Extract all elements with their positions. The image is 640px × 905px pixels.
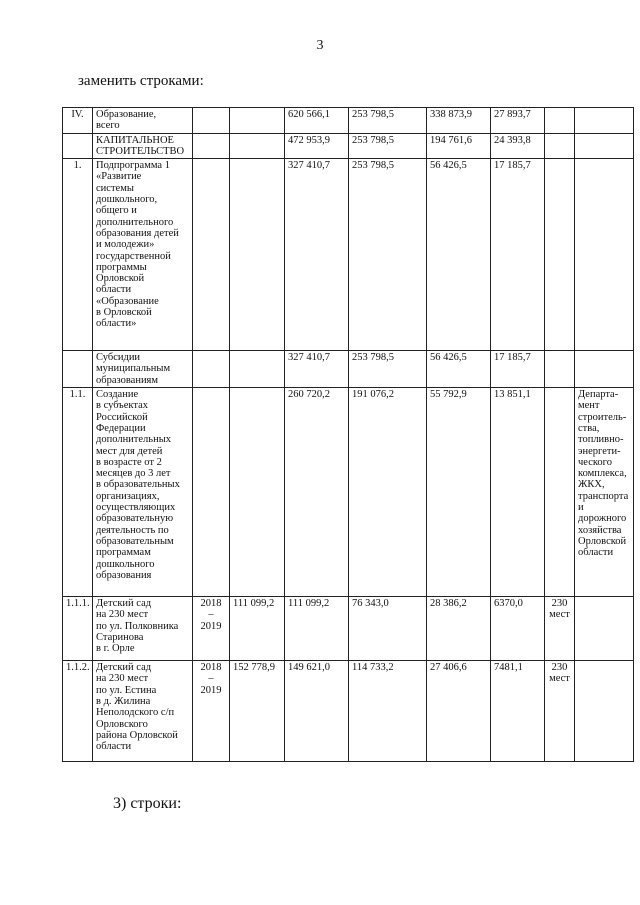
- row-total-text: 327 410,7: [288, 160, 330, 172]
- row-executor: [575, 133, 634, 159]
- row-years: [193, 597, 230, 661]
- row-years: [193, 661, 230, 762]
- row-executor: [575, 159, 634, 351]
- row-local-text: 17 185,7: [494, 352, 531, 364]
- row-number-text: 1.1.2.: [66, 662, 90, 674]
- row-cost: [230, 388, 285, 597]
- row-name-text: КАПИТАЛЬНОЕ СТРОИТЕЛЬСТВО: [96, 134, 185, 157]
- row-executor: [575, 597, 634, 661]
- row-name: [93, 388, 193, 597]
- row-name: [93, 133, 193, 159]
- row-total-text: 111 099,2: [288, 598, 330, 610]
- row-name: [93, 597, 193, 661]
- row-total-text: 327 410,7: [288, 352, 330, 364]
- row-cost: [230, 597, 285, 661]
- row-regional-text: 56 426,5: [430, 160, 467, 172]
- row-regional: [427, 108, 491, 134]
- row-regional: [427, 661, 491, 762]
- row-regional: [427, 388, 491, 597]
- row-number: [63, 351, 93, 388]
- row-name: [93, 351, 193, 388]
- row-years: [193, 108, 230, 134]
- row-local: [491, 597, 545, 661]
- row-result: [545, 388, 575, 597]
- row-cost-text: 152 778,9: [233, 662, 275, 674]
- program-table: [62, 107, 634, 762]
- row-years: [193, 388, 230, 597]
- row-federal-text: 76 343,0: [352, 598, 389, 610]
- row-number: [63, 661, 93, 762]
- row-executor: [575, 661, 634, 762]
- row-federal-text: 253 798,5: [352, 160, 394, 172]
- row-result: [545, 597, 575, 661]
- row-years: [193, 159, 230, 351]
- row-cost-text: 111 099,2: [233, 598, 275, 610]
- row-local-text: 7481,1: [494, 662, 523, 674]
- outro-text: 3) строки:: [113, 795, 182, 812]
- row-total-text: 472 953,9: [288, 134, 330, 146]
- row-executor: [575, 108, 634, 134]
- row-federal: [349, 133, 427, 159]
- row-local: [491, 159, 545, 351]
- row-number-text: 1.1.1.: [66, 598, 90, 610]
- row-total: [285, 108, 349, 134]
- row-executor-text: Департа- мент строитель- ства, топливно- энергети- ческого комплекса, ЖКХ, транспорта и дорожного хозяйства Орловской области: [578, 389, 629, 559]
- row-local: [491, 661, 545, 762]
- row-federal-text: 253 798,5: [352, 109, 394, 120]
- row-name-text: Детский сад на 230 мест по ул. Полковника Старинова в г. Орле: [96, 598, 179, 655]
- row-local-text: 27 893,7: [494, 109, 531, 120]
- row-years: [193, 133, 230, 159]
- row-cost: [230, 133, 285, 159]
- row-years-text: 2018 – 2019: [200, 598, 222, 632]
- row-result: [545, 661, 575, 762]
- row-years: [193, 351, 230, 388]
- row-local: [491, 388, 545, 597]
- row-federal-text: 191 076,2: [352, 389, 394, 401]
- intro-text: заменить строками:: [78, 73, 204, 89]
- row-local: [491, 351, 545, 388]
- row-name: [93, 108, 193, 134]
- row-number: [63, 388, 93, 597]
- row-federal: [349, 108, 427, 134]
- row-total: [285, 351, 349, 388]
- row-cost: [230, 661, 285, 762]
- table-row: [63, 159, 634, 351]
- row-total: [285, 159, 349, 351]
- row-number: [63, 159, 93, 351]
- row-number: [63, 597, 93, 661]
- row-regional-text: 55 792,9: [430, 389, 467, 401]
- row-number-text: 1.1.: [69, 389, 86, 401]
- row-local-text: 6370,0: [494, 598, 523, 610]
- row-years-text: 2018 – 2019: [200, 662, 222, 696]
- row-regional-text: 56 426,5: [430, 352, 467, 364]
- row-regional-text: 338 873,9: [430, 109, 472, 120]
- row-number: [63, 133, 93, 159]
- row-federal: [349, 351, 427, 388]
- row-federal-text: 114 733,2: [352, 662, 394, 674]
- row-total: [285, 133, 349, 159]
- row-cost: [230, 159, 285, 351]
- row-regional: [427, 159, 491, 351]
- table-row: [63, 597, 634, 661]
- row-regional-text: 28 386,2: [430, 598, 467, 610]
- row-federal: [349, 159, 427, 351]
- row-executor: [575, 351, 634, 388]
- row-total-text: 620 566,1: [288, 109, 330, 120]
- row-cost: [230, 351, 285, 388]
- row-regional-text: 27 406,6: [430, 662, 467, 674]
- row-regional: [427, 351, 491, 388]
- row-regional-text: 194 761,6: [430, 134, 472, 146]
- row-result-text: 230 мест: [549, 598, 570, 621]
- row-regional: [427, 133, 491, 159]
- row-number-text: 1.: [73, 160, 82, 172]
- row-name: [93, 661, 193, 762]
- row-executor: [575, 388, 634, 597]
- row-result: [545, 108, 575, 134]
- row-federal: [349, 388, 427, 597]
- row-result-text: 230 мест: [549, 662, 570, 685]
- row-result: [545, 351, 575, 388]
- row-regional: [427, 597, 491, 661]
- row-cost: [230, 108, 285, 134]
- row-federal: [349, 597, 427, 661]
- row-name-text: Создание в субъектах Российской Федерации дополнительных мест для детей в возрасте от 2 месяцев до 3 лет в образовательных организациях, осуществляющих образовательную деятельность по образовательным программам дошкольного образования: [96, 389, 180, 581]
- row-name-text: Образование, всего: [96, 109, 157, 132]
- row-local: [491, 108, 545, 134]
- row-federal-text: 253 798,5: [352, 352, 394, 364]
- row-result: [545, 133, 575, 159]
- row-name-text: Детский сад на 230 мест по ул. Естина в д. Жилина Неполодского с/п Орловского района Орловской области: [96, 662, 178, 753]
- page-number: 3: [316, 38, 324, 53]
- row-result: [545, 159, 575, 351]
- row-local: [491, 133, 545, 159]
- row-total: [285, 388, 349, 597]
- row-local-text: 13 851,1: [494, 389, 531, 401]
- row-name-text: Субсидии муниципальным образованиям: [96, 352, 171, 386]
- row-total: [285, 597, 349, 661]
- row-local-text: 24 393,8: [494, 134, 531, 146]
- table-row: [63, 388, 634, 597]
- table-row: [63, 351, 634, 388]
- table-row: [63, 661, 634, 762]
- row-name: [93, 159, 193, 351]
- row-total-text: 149 621,0: [288, 662, 330, 674]
- row-federal: [349, 661, 427, 762]
- row-name-text: Подпрограмма 1 «Развитие системы дошкольного, общего и дополнительного образования детей и молодежи» государственной программы Орловской области «Образование в Орловской области»: [96, 160, 179, 330]
- row-total-text: 260 720,2: [288, 389, 330, 401]
- row-number: [63, 108, 93, 134]
- row-federal-text: 253 798,5: [352, 134, 394, 146]
- table-row: [63, 133, 634, 159]
- table-row: [63, 108, 634, 134]
- row-local-text: 17 185,7: [494, 160, 531, 172]
- row-number-text: IV.: [71, 109, 84, 120]
- row-total: [285, 661, 349, 762]
